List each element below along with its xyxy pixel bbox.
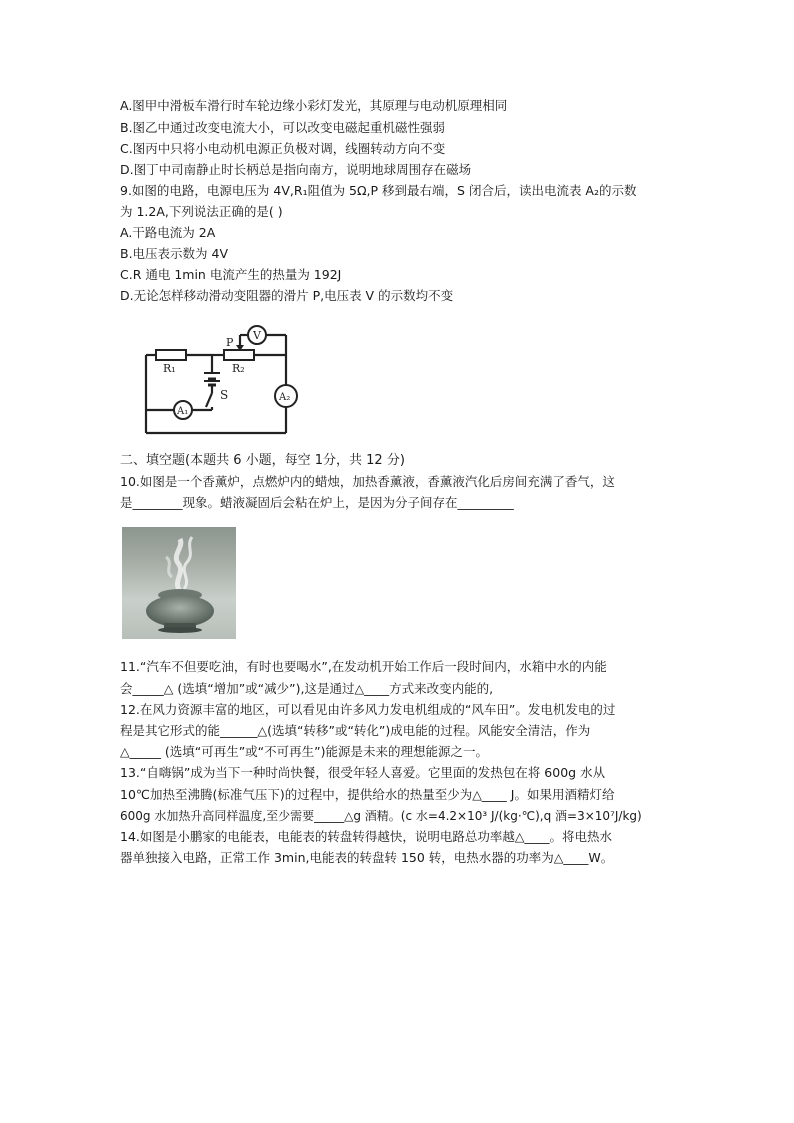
q9-option-d: D.无论怎样移动滑动变阻器的滑片 P,电压表 V 的示数均不变: [120, 288, 454, 303]
q9-option-a: A.干路电流为 2A: [120, 225, 216, 240]
option-d-line: D.图丁中司南静止时长柄总是指向南方，说明地球周围存在磁场: [120, 162, 472, 177]
section-2-title: 二、填空题(本题共 6 小题，每空 1分，共 12 分): [120, 453, 405, 468]
ammeter-a2-label: A₂: [279, 392, 291, 403]
question-13-line-3: 600g 水加热升高同样温度,至少需要_____△g 酒精。(c 水=4.2×10³ J/(kg·℃),q 酒=3×10⁷J/kg): [120, 809, 642, 823]
switch-s-label: S: [220, 388, 229, 402]
question-14-line-2: 器单独接入电路，正常工作 3min,电能表的转盘转 150 转，电热水器的功率为△____W。: [120, 850, 614, 865]
q9-option-c: C.R 通电 1min 电流产生的热量为 192J: [120, 267, 342, 282]
option-c-line: C.图丙中只将小电动机电源正负极对调，线圈转动方向不变: [120, 141, 446, 156]
question-9-line-2: 为 1.2A,下列说法正确的是( ): [120, 204, 283, 219]
q9-option-b: B.电压表示数为 4V: [120, 246, 229, 261]
question-13-line-1: 13.“自嗨锅”成为当下一种时尚快餐，很受年轻人喜爱。它里面的发热包在将 600g 水从: [120, 765, 606, 780]
question-9-line-1: 9.如图的电路，电源电压为 4V,R₁阻值为 5Ω,P 移到最右端，S 闭合后，读出电流表 A₂的示数: [120, 183, 637, 198]
r2-label: R₂: [232, 362, 245, 375]
question-10-line-2: 是________现象。蜡液凝固后会粘在炉上，是因为分子间存在_________: [120, 495, 514, 510]
question-14-line-1: 14.如图是小鹏家的电能表，电能表的转盘转得越快，说明电路总功率越△____。将电热水: [120, 829, 612, 844]
r1-label: R₁: [163, 362, 176, 375]
option-b-line: B.图乙中通过改变电流大小，可以改变电磁起重机磁性强弱: [120, 120, 446, 135]
circuit-diagram: [140, 325, 300, 435]
aroma-burner-image: [122, 527, 236, 639]
question-13-line-2: 10℃加热至沸腾(标准气压下)的过程中，提供给水的热量至少为△____ J。如果用酒精灯给: [120, 787, 615, 802]
slider-p-label: P: [226, 336, 234, 349]
question-12-line-3: △_____ (选填“可再生”或“不可再生”)能源是未来的理想能源之一。: [120, 744, 488, 759]
aroma-burner-photo: [122, 527, 236, 639]
question-12-line-2: 程是其它形式的能______△(选填“转移”或“转化”)成电能的过程。风能安全清洁，作为: [120, 723, 591, 738]
voltmeter-label: V: [253, 329, 261, 342]
question-10-line-1: 10.如图是一个香薰炉，点燃炉内的蜡烛，加热香薰液，香薰液汽化后房间充满了香气，这: [120, 474, 615, 489]
option-a-line: A.图甲中滑板车滑行时车轮边缘小彩灯发光，其原理与电动机原理相同: [120, 98, 508, 113]
question-11-line-1: 11.“汽车不但要吃油，有时也要喝水”,在发动机开始工作后一段时间内，水箱中水的内能: [120, 659, 607, 674]
question-11-line-2: 会_____△ (选填“增加”或“减少”),这是通过△____方式来改变内能的,: [120, 681, 494, 696]
ammeter-a1-label: A₁: [177, 406, 189, 417]
question-12-line-1: 12.在风力资源丰富的地区，可以看见由许多风力发电机组成的“风车田”。发电机发电的过: [120, 702, 616, 717]
